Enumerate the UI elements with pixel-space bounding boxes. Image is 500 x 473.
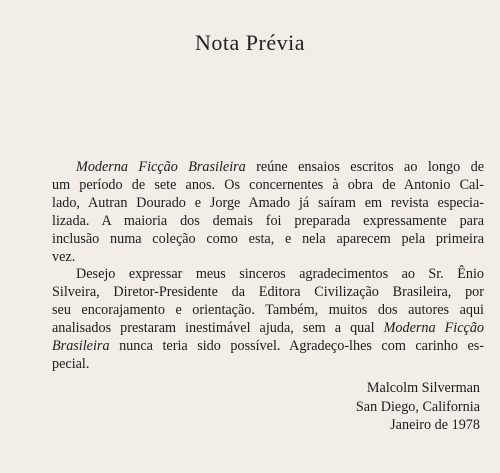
line-text: lizada. A maioria dos demais foi preparada expressamente para — [52, 212, 484, 229]
page-title: Nota Prévia — [195, 30, 305, 55]
line-text: Desejo expressar meus sinceros agradecimentos ao Sr. Ênio — [76, 266, 484, 283]
text-line — [52, 213, 484, 231]
text-line — [52, 338, 484, 356]
line-text: lado, Autran Dourado e Jorge Amado já saíram em revista especia- — [52, 194, 484, 211]
text-line — [52, 231, 484, 249]
signature-date: Janeiro de 1978 — [390, 417, 480, 433]
author-name: Malcolm Silverman — [366, 380, 480, 396]
line-text: um período de sete anos. Os concernentes à obra de Antonio Cal- — [52, 176, 484, 193]
text-line — [52, 177, 484, 195]
line-text: vez. — [52, 248, 76, 265]
text-line — [52, 195, 484, 213]
paragraph-2 — [52, 266, 484, 373]
line-text: analisados prestaram inestimável ajuda, sem a qual — [52, 320, 384, 337]
line-text: pecial. — [52, 355, 90, 372]
line-text: reúne ensaios escritos ao longo de — [245, 159, 484, 175]
book-title: Moderna Ficção Brasileira — [76, 159, 246, 175]
text-line — [52, 320, 484, 338]
paragraph-1 — [52, 159, 484, 266]
book-title: Moderna Ficção — [383, 320, 485, 337]
line-text: inclusão numa coleção como esta, e nela aparecem pela primeira — [52, 230, 484, 247]
body-text — [52, 159, 484, 374]
text-line — [52, 284, 484, 302]
line-text: Silveira, Diretor-Presidente da Editora Civilização Brasileira, por — [52, 284, 484, 301]
line-text: seu encorajamento e orientação. Também, muitos dos autores aqui — [52, 302, 484, 319]
signature-place: San Diego, California — [355, 398, 480, 415]
book-title: Brasileira — [52, 338, 110, 355]
text-line — [52, 266, 484, 284]
text-line — [52, 356, 484, 374]
text-line — [52, 159, 484, 177]
text-line — [52, 249, 484, 267]
line-text: nunca teria sido possível. Agradeço-lhes com carinho es- — [109, 338, 484, 355]
text-line — [52, 302, 484, 320]
signature-block — [356, 379, 480, 435]
